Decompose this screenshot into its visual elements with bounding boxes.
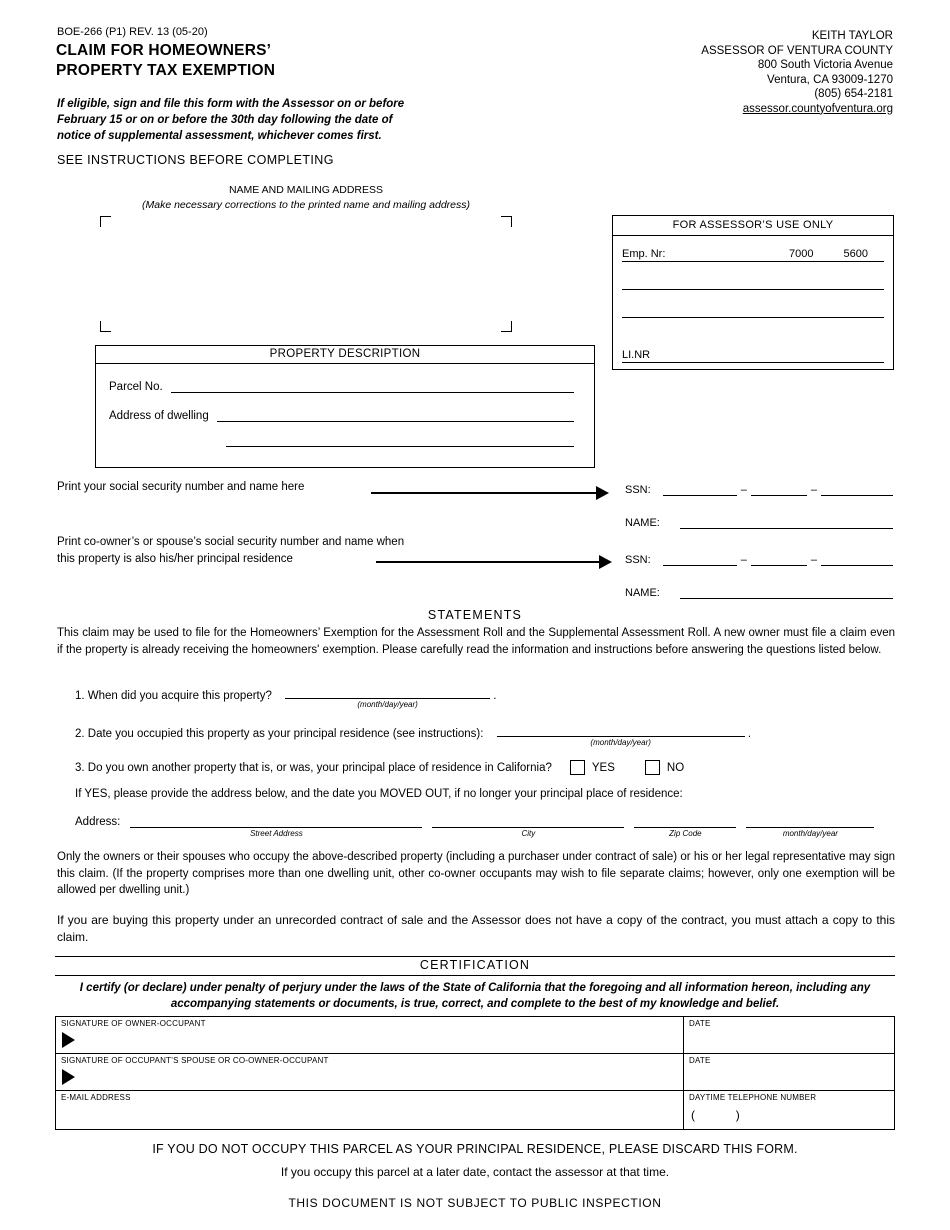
- assessor-address-line1: 800 South Victoria Avenue: [757, 59, 893, 71]
- arrow-pointer-coowner: [376, 555, 612, 569]
- employee-number-label: Emp. Nr:: [622, 248, 666, 260]
- question-3-text: 3. Do you own another property that is, or was, your principal place of residence in California?: [75, 761, 552, 774]
- assessor-website-link[interactable]: assessor.countyofventura.org: [742, 102, 893, 115]
- date-spouse-field[interactable]: [684, 1054, 894, 1091]
- signature-arrow-icon: [62, 1069, 75, 1085]
- dwelling-address-field-line2[interactable]: [226, 434, 574, 447]
- question-2-text: 2. Date you occupied this property as your principal residence (see instructions):: [75, 728, 484, 740]
- assessor-use-box: [612, 215, 894, 370]
- date-owner-label: DATE: [689, 1019, 711, 1028]
- owner-ssn-segment-3[interactable]: [821, 483, 893, 496]
- assessor-use-blank-line-1[interactable]: [622, 262, 884, 290]
- owner-name-field[interactable]: [680, 516, 893, 529]
- owner-ssn-segment-2[interactable]: [751, 483, 807, 496]
- parcel-number-field[interactable]: [171, 380, 574, 393]
- ssn-dash: –: [740, 484, 747, 496]
- phone-paren-close: ): [735, 1108, 740, 1122]
- form-title-line1: CLAIM FOR HOMEOWNERS’: [56, 42, 272, 59]
- yes-label: YES: [591, 761, 615, 774]
- phone-paren-open: (: [691, 1108, 695, 1122]
- assessor-use-blank-line-2[interactable]: [622, 290, 884, 318]
- if-yes-instruction: If YES, please provide the address below, and the date you MOVED OUT, if no longer your principal place of residence:: [75, 788, 683, 800]
- coowner-ssn-prompt-line2: this property is also his/her principal residence: [57, 553, 293, 565]
- coowner-ssn-label: SSN:: [625, 554, 651, 566]
- coowner-ssn-segment-3[interactable]: [821, 553, 893, 566]
- employee-number-row[interactable]: [622, 236, 884, 262]
- no-label: NO: [666, 761, 685, 774]
- date-owner-field[interactable]: [684, 1017, 894, 1054]
- mailing-address-labels: [100, 183, 512, 213]
- signature-owner-label: SIGNATURE OF OWNER-OCCUPANT: [61, 1019, 206, 1028]
- arrow-shaft: [371, 492, 596, 494]
- assessor-contact-block: [701, 29, 893, 116]
- owners-signing-note: Only the owners or their spouses who occupy the above-described property (including a purchaser under contract of sale) or his or her legal representative may sign this claim. (If the property comprises more than one dwelling unit, other co-owner occupants may wish to file separate claims; however, only one exemption will be allowed per dwelling unit.): [57, 851, 895, 896]
- ssn-dash: –: [740, 554, 747, 566]
- filing-deadline-note: If eligible, sign and file this form with the Assessor on or before February 15 or on or before the 30th day following the date of notice of supplemental assessment, whichever comes first.: [57, 98, 405, 142]
- acquisition-date-hint: (month/day/year): [357, 700, 418, 709]
- mailing-address-label: NAME AND MAILING ADDRESS: [228, 184, 384, 196]
- owner-ssn-prompt: Print your social security number and name here: [57, 481, 305, 493]
- assessor-name: KEITH TAYLOR: [811, 30, 893, 42]
- daytime-phone-label: DAYTIME TELEPHONE NUMBER: [689, 1093, 817, 1102]
- question-1-period: .: [493, 690, 497, 702]
- owner-ssn-segment-1[interactable]: [663, 483, 737, 496]
- occupancy-date-hint: (month/day/year): [590, 738, 651, 747]
- signature-arrow-icon: [62, 1032, 75, 1048]
- zip-code-field[interactable]: [634, 815, 736, 828]
- owner-ssn-row: [625, 483, 893, 496]
- see-instructions-note: SEE INSTRUCTIONS BEFORE COMPLETING: [57, 153, 334, 167]
- question-3: [75, 760, 684, 775]
- assessor-use-header: FOR ASSESSOR’S USE ONLY: [613, 216, 893, 236]
- signature-owner-field[interactable]: [56, 1017, 684, 1054]
- parcel-number-label: Parcel No.: [109, 381, 163, 393]
- occupancy-date-field[interactable]: [497, 724, 745, 737]
- arrow-shaft: [376, 561, 599, 563]
- moved-out-date-field[interactable]: [746, 815, 874, 828]
- coowner-ssn-segment-2[interactable]: [751, 553, 807, 566]
- assessor-address-line2: Ventura, CA 93009-1270: [767, 73, 893, 86]
- arrow-head-icon: [596, 486, 609, 500]
- property-description-box: [95, 345, 595, 468]
- phone-parentheses: [689, 1108, 889, 1122]
- question-2: [75, 724, 752, 747]
- statements-header: STATEMENTS: [427, 608, 523, 622]
- mailing-address-area[interactable]: [100, 216, 512, 332]
- statements-intro: This claim may be used to file for the Homeowners’ Exemption for the Assessment Roll and the Supplemental Assessment Roll. A new owner must file a claim even if the property is already receiving the homeowners' exemption. Please carefully read the information and instructions before answering the questions listed below.: [57, 627, 895, 656]
- coowner-ssn-prompt: [57, 534, 404, 568]
- assessor-phone: (805) 654-2181: [814, 88, 893, 100]
- owner-name-row: [625, 516, 893, 529]
- city-field[interactable]: [432, 815, 624, 828]
- property-description-header: PROPERTY DESCRIPTION: [96, 346, 594, 364]
- moved-out-date-hint: month/day/year: [782, 829, 838, 838]
- coowner-name-row: [625, 586, 893, 599]
- not-public-inspection-note: THIS DOCUMENT IS NOT SUBJECT TO PUBLIC INSPECTION: [288, 1196, 662, 1210]
- employee-number-value-1: 7000: [789, 248, 814, 260]
- ssn-dash: –: [810, 484, 817, 496]
- street-address-field[interactable]: [130, 815, 422, 828]
- question-2-period: .: [747, 728, 752, 740]
- yes-checkbox[interactable]: [570, 760, 585, 775]
- coowner-ssn-prompt-line1: Print co-owner’s or spouse’s social security number and name when: [57, 536, 405, 548]
- coowner-name-label: NAME:: [625, 587, 660, 599]
- question-1: [75, 686, 497, 709]
- linr-field[interactable]: [622, 318, 884, 363]
- email-address-label: E-MAIL ADDRESS: [61, 1093, 131, 1102]
- email-address-field[interactable]: [56, 1091, 684, 1129]
- coowner-ssn-row: [625, 553, 893, 566]
- date-spouse-label: DATE: [689, 1056, 711, 1065]
- city-hint: City: [521, 829, 536, 838]
- certification-declaration: I certify (or declare) under penalty of perjury under the laws of the State of California that the foregoing and all information hereon, including any accompanying statements or documents, is true, correct, and complete to the best of my knowledge and belief.: [79, 982, 871, 1010]
- form-title-line2: PROPERTY TAX EXEMPTION: [56, 62, 276, 79]
- zip-code-hint: Zip Code: [669, 829, 702, 838]
- acquisition-date-field[interactable]: [285, 686, 490, 699]
- bracket-corner-bottom-right: [501, 321, 512, 332]
- linr-label: LI.NR: [622, 349, 651, 361]
- bracket-corner-bottom-left: [100, 321, 111, 332]
- owner-ssn-label: SSN:: [625, 484, 651, 496]
- unrecorded-contract-note: If you are buying this property under an unrecorded contract of sale and the Assessor does not have a copy of the contract, you must attach a copy to this claim.: [57, 913, 895, 944]
- address-label: Address:: [75, 816, 121, 828]
- signature-spouse-label: SIGNATURE OF OCCUPANT’S SPOUSE OR CO-OWNER-OCCUPANT: [61, 1056, 329, 1065]
- question-1-text: 1. When did you acquire this property?: [75, 690, 272, 702]
- mailing-address-sublabel: (Make necessary corrections to the printed name and mailing address): [142, 199, 470, 211]
- form-number: BOE-266 (P1) REV. 13 (05-20): [57, 26, 208, 38]
- street-address-hint: Street Address: [250, 829, 303, 838]
- arrow-head-icon: [599, 555, 612, 569]
- certification-header: CERTIFICATION: [419, 958, 531, 972]
- owner-name-label: NAME:: [625, 517, 660, 529]
- certification-table: [55, 1016, 895, 1130]
- daytime-phone-field[interactable]: [684, 1091, 894, 1129]
- certification-rule-bottom: [55, 975, 895, 976]
- no-checkbox[interactable]: [645, 760, 660, 775]
- dwelling-address-label: Address of dwelling: [109, 410, 209, 422]
- previous-address-row: [75, 815, 874, 838]
- employee-number-value-2: 5600: [843, 248, 868, 260]
- assessor-office: ASSESSOR OF VENTURA COUNTY: [701, 44, 893, 57]
- coowner-ssn-segment-1[interactable]: [663, 553, 737, 566]
- ssn-dash: –: [810, 554, 817, 566]
- arrow-pointer-owner: [371, 486, 609, 500]
- bracket-corner-top-left: [100, 216, 111, 227]
- dwelling-address-field[interactable]: [217, 409, 574, 422]
- later-occupancy-note: If you occupy this parcel at a later date, contact the assessor at that time.: [280, 1165, 670, 1179]
- bracket-corner-top-right: [501, 216, 512, 227]
- coowner-name-field[interactable]: [680, 586, 893, 599]
- form-title: [56, 41, 275, 81]
- certification-rule-top: [55, 956, 895, 957]
- signature-spouse-field[interactable]: [56, 1054, 684, 1091]
- discard-notice: IF YOU DO NOT OCCUPY THIS PARCEL AS YOUR PRINCIPAL RESIDENCE, PLEASE DISCARD THIS FORM.: [152, 1142, 798, 1156]
